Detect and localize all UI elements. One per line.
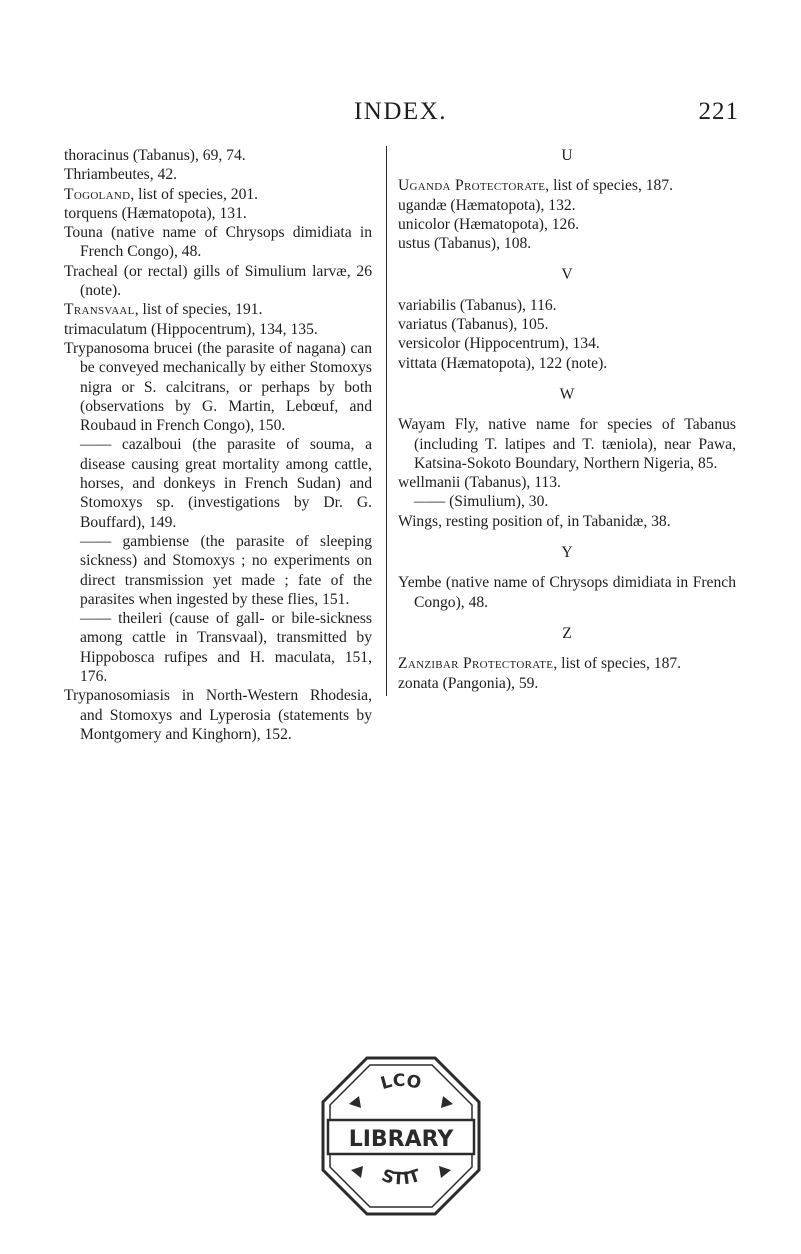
index-entry [64,339,372,435]
index-entry [398,234,736,253]
entry-text: (Hæmatopota), 126. [449,215,580,233]
entry-text: (Tabanus), 116. [456,296,557,314]
entry-headword: —— gambiense [80,532,190,550]
entry-headword: Zanzibar Protectorate [398,655,554,673]
index-entry [398,415,736,473]
entry-headword: ugandæ [398,196,447,214]
entry-headword: unicolor [398,215,450,233]
entry-headword: trimaculatum [64,320,148,338]
entry-headword: —— theileri [80,610,163,628]
entry-headword: zonata [398,674,439,692]
entry-text: (Tabanus), 108. [430,235,532,253]
entry-headword: Uganda Protectorate [398,177,546,195]
entry-headword: Transvaal [64,301,135,319]
entry-text: , 42. [149,166,178,184]
index-entry [64,146,372,165]
entry-text: (Hæmatopota), 122 (note). [436,354,608,372]
index-entry [398,296,736,315]
entry-text: (Hæmatopota), 131. [117,204,247,222]
library-stamp [315,1050,487,1222]
index-letter-heading: Y [561,544,573,562]
index-entry [64,185,372,204]
entry-text: (cause of gall- or bile-sickness among cattle in Transvaal), transmitted by Hippobosca rufipes and H. maculata, 151, 176. [80,610,373,686]
stamp-arrow-left [349,1096,361,1108]
stamp-arc-top: LCO [378,1070,424,1095]
index-entry [398,674,736,693]
entry-headword: Wings [398,512,439,530]
entry-headword: Yembe [398,574,442,592]
entry-headword: Touna [64,224,103,242]
index-entry [64,686,372,744]
entry-text: , native name for species of Tabanus (including T. latipes and T. tæniola), near Pawa, Katsina-Sokoto Boundary, Northern Nigeria, 85. [414,416,736,472]
entry-headword: wellmanii [398,474,461,492]
entry-headword: vittata [398,354,437,372]
entry-text: , list of species, 187. [553,655,682,673]
index-entry [398,573,736,612]
index-entry [398,334,736,353]
entry-headword: thoracinus [64,147,129,164]
entry-text: in North-Western Rhodesia, and Stomoxys and Lyperosia (statements by Montgomery and Kinghorn), 152. [80,687,372,743]
index-subentry [64,435,372,531]
entry-headword: variabilis [398,296,457,314]
index-entry [64,223,372,262]
entry-headword: versicolor [398,335,461,353]
index-column-right [398,146,736,693]
entry-text: (the parasite of sleeping sickness) and Stomoxys ; no experiments on direct transmission yet made ; fate of the parasites when ingested by these flies, 151. [80,532,373,608]
stamp-arrow-right [441,1096,453,1108]
index-entry [398,315,736,334]
stamp-center-text: LIBRARY [348,1127,454,1152]
entry-text: (Pangonia), 59. [438,674,539,692]
entry-text: (the parasite of souma, a disease causing great mortality among cattle, horses, and donkeys in French Sudan) and Stomoxys sp. (investigations by Dr. G. Bouffard), 149. [80,436,373,531]
stamp-arrow-bottom-right [439,1166,451,1178]
entry-text: , list of species, 187. [545,177,674,195]
stamp-arrow-bottom-left [351,1166,363,1178]
running-head: INDEX. [353,98,447,125]
entry-text: (the parasite of nagana) can be conveyed mechanically by either Stomoxys nigra or S. calcitrans, or perhaps by both (observations by G. Martin, Lebœuf, and Roubaud in French Congo), 150. [80,339,372,435]
index-letter-heading: U [561,147,573,164]
index-letter-heading: V [561,266,573,284]
entry-text: (Simulium), 30. [445,493,549,511]
entry-headword: ustus [398,235,431,253]
column-divider [386,146,387,696]
entry-headword: —— cazalboui [80,436,182,454]
index-entry [64,262,372,301]
entry-headword: Trypanosoma brucei [64,339,193,357]
entry-headword: variatus [398,316,448,334]
page-header [0,98,801,132]
index-entry [398,196,736,215]
entry-headword: Trypanosomiasis [64,687,170,705]
page-number: 221 [698,98,739,125]
index-entry [398,176,736,195]
entry-text: (native name of Chrysops dimidiata in French Congo), 48. [80,224,372,261]
index-entry [64,300,372,319]
svg-text:STIT [379,1166,423,1190]
index-subentry [398,492,736,511]
entry-text: (native name of Chrysops dimidiata in French Congo), 48. [414,574,736,611]
entry-text: (or rectal) gills of Simulium larvæ, 26 (note). [80,262,372,300]
index-subentry [64,609,372,686]
entry-headword: Thriambeutes [64,166,150,184]
entry-headword: Togoland [64,185,131,203]
entry-text: , resting position of, in Tabanidæ, 38. [438,512,671,530]
index-entry [398,512,736,531]
entry-text: (Tabanus), 113. [460,474,561,492]
entry-text: (Tabanus), 69, 74. [128,147,246,164]
entry-text: (Tabanus), 105. [447,316,549,334]
index-subentry [64,532,372,609]
svg-text:LCO [379,1071,423,1094]
index-entry [398,473,736,492]
index-entry [398,215,736,234]
entry-headword: —— [414,493,446,511]
entry-text: (Hæmatopota), 132. [446,196,576,214]
index-entry [64,204,372,223]
entry-headword: Tracheal [64,262,118,280]
entry-text: (Hippocentrum), 134, 135. [147,320,318,338]
stamp-arc-bottom: STIT [379,1165,423,1190]
index-entry [64,320,372,339]
entry-text: , list of species, 191. [134,301,263,319]
entry-headword: torquens [64,204,118,222]
index-column-left [64,146,372,744]
entry-text: (Hippocentrum), 134. [460,335,600,353]
index-entry [64,165,372,184]
index-letter-heading: W [559,385,575,403]
entry-text: , list of species, 201. [130,185,259,203]
index-entry [398,354,736,373]
entry-headword: Wayam Fly [398,416,475,434]
index-letter-heading: Z [562,624,572,642]
index-entry [398,654,736,673]
